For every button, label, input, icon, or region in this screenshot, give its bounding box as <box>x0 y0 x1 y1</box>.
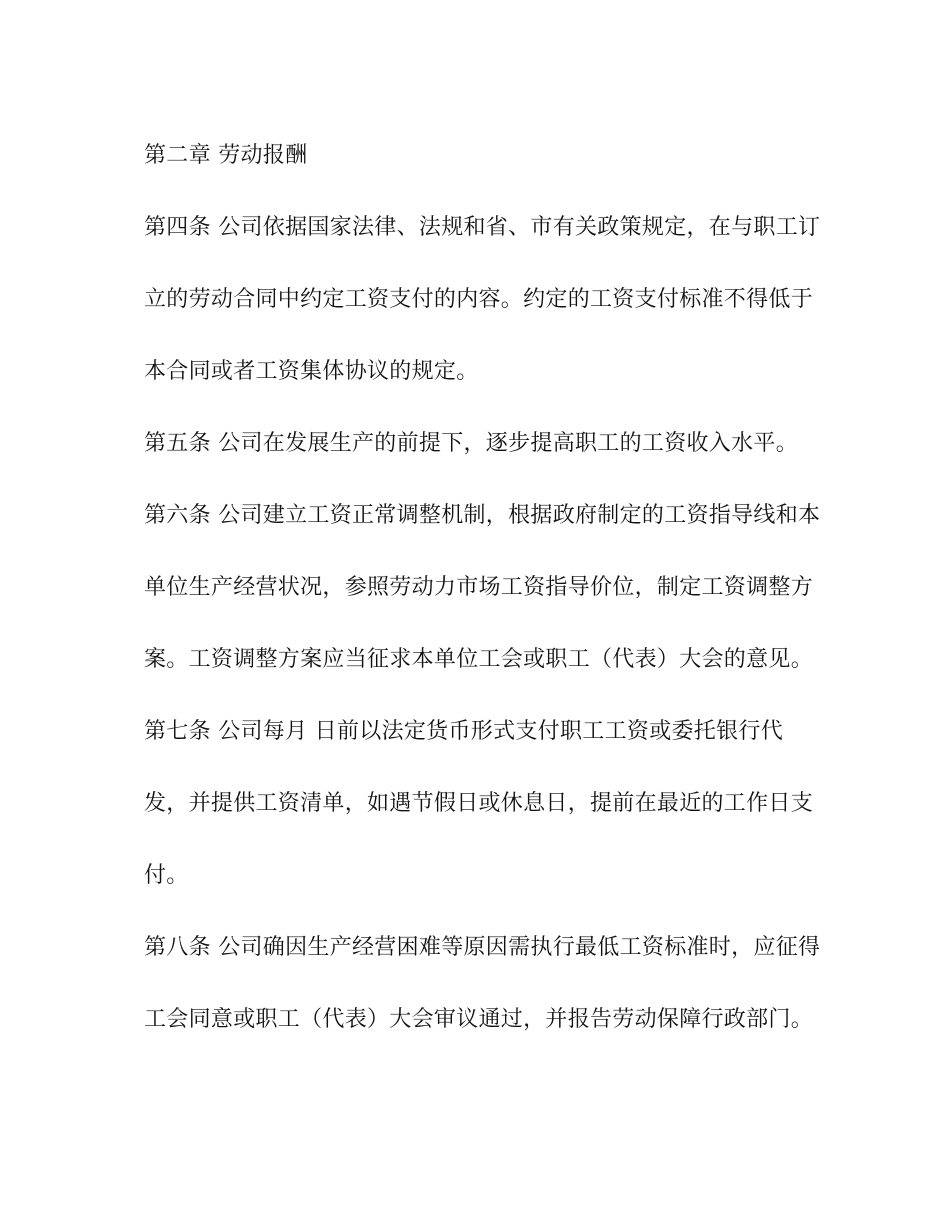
text-line: 第七条 公司每月 日前以法定货币形式支付职工工资或委托银行代 <box>144 719 783 744</box>
text-line: 发，并提供工资清单，如遇节假日或休息日，提前在最近的工作日支 <box>144 791 814 816</box>
text-line: 第六条 公司建立工资正常调整机制，根据政府制定的工资指导线和本 <box>144 503 821 528</box>
text-line: 单位生产经营状况，参照劳动力市场工资指导价位，制定工资调整方 <box>144 575 814 600</box>
text-line: 第五条 公司在发展生产的前提下，逐步提高职工的工资收入水平。 <box>144 431 798 456</box>
text-line: 第四条 公司依据国家法律、法规和省、市有关政策规定，在与职工订 <box>144 215 821 240</box>
chapter-heading: 第二章 劳动报酬 <box>144 143 308 168</box>
text-line: 本合同或者工资集体协议的规定。 <box>144 359 479 384</box>
text-line: 案。工资调整方案应当征求本单位工会或职工（代表）大会的意见。 <box>144 647 814 672</box>
text-line: 工会同意或职工（代表）大会审议通过，并报告劳动保障行政部门。 <box>144 1007 814 1032</box>
text-line: 付。 <box>144 863 189 888</box>
text-line: 立的劳动合同中约定工资支付的内容。约定的工资支付标准不得低于 <box>144 287 814 312</box>
text-line: 第八条 公司确因生产经营困难等原因需执行最低工资标准时，应征得 <box>144 935 821 960</box>
